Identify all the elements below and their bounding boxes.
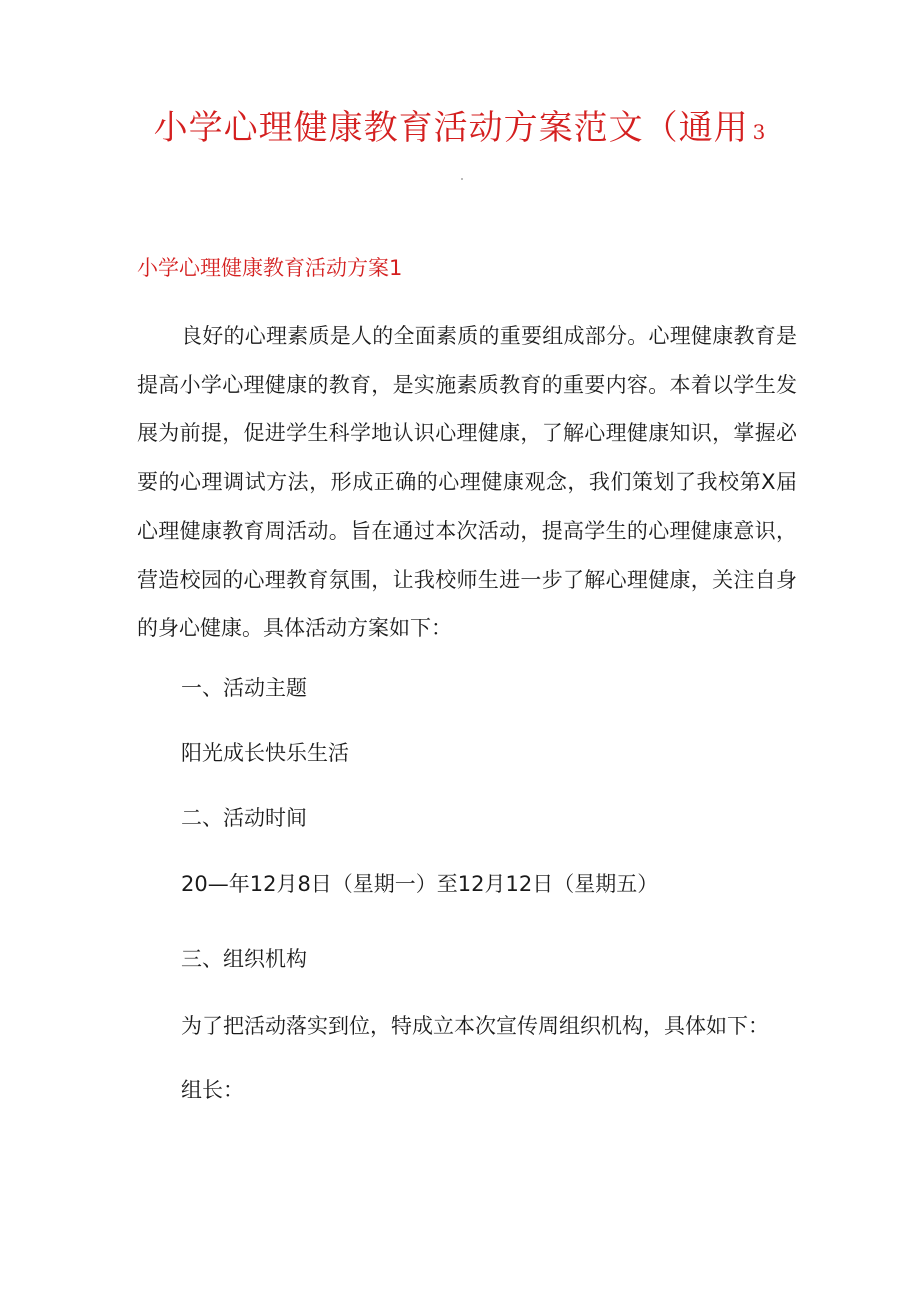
section3-heading: 三、组织机构: [181, 947, 307, 971]
leader-label: 组长：: [181, 1078, 244, 1102]
section2-body: 20—年12月8日（星期一）至12月12日（星期五）: [181, 872, 659, 896]
section-subtitle: 小学心理健康教育活动方案1: [137, 256, 403, 280]
intro-paragraph: 良好的心理素质是人的全面素质的重要组成部分。心理健康教育是提高小学心理健康的教育，是实施素质教育的重要内容。本着以学生发展为前提，促进学生科学地认识心理健康，了解心理健康知识，掌握必要的心理调试方法，形成正确的心理健康观念，我们策划了我校第X届心理健康教育周活动。旨在通过本次活动，提高学生的心理健康意识，营造校园的心理教育氛围，让我校师生进一步了解心理健康，关注自身的身心健康。具体活动方案如下：: [137, 324, 797, 641]
section1-body: 阳光成长快乐生活: [181, 741, 349, 765]
document-title-text: 小学心理健康教育活动方案范文（通用: [153, 108, 749, 148]
decorative-dot: [461, 178, 463, 180]
document-title: [0, 100, 920, 149]
section1-heading: 一、活动主题: [181, 676, 307, 700]
section2-heading: 二、活动时间: [181, 806, 307, 830]
section3-body: 为了把活动落实到位，特成立本次宣传周组织机构，具体如下：: [181, 1014, 769, 1038]
document-title-suffix: 3: [752, 120, 767, 144]
